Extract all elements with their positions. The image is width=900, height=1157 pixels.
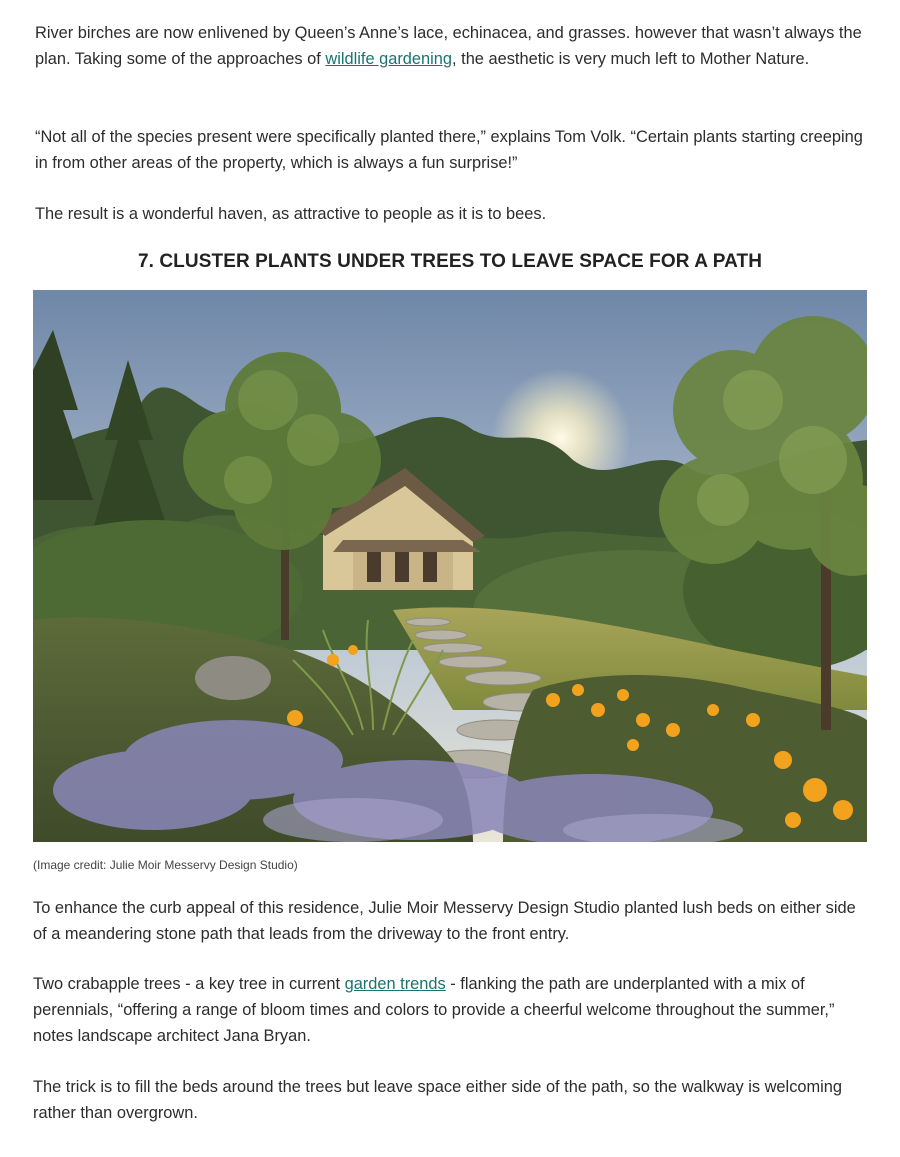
section-paragraph-2 bbox=[33, 971, 868, 1049]
intro-paragraph-3: The result is a wonderful haven, as attractive to people as it is to bees. bbox=[35, 205, 547, 223]
intro-paragraph-1 bbox=[35, 20, 870, 72]
intro-paragraph-2: “Not all of the species present were specifically planted there,” explains Tom Volk. “Certain plants starting creeping in from other areas of the property, which is always a fun surprise!” bbox=[35, 128, 863, 172]
wildlife-gardening-link[interactable]: wildlife gardening bbox=[325, 50, 453, 68]
section-paragraph-3: The trick is to fill the beds around the trees but leave space either side of the path, so the walkway is welcoming rather than overgrown. bbox=[33, 1078, 843, 1122]
garden-trends-link[interactable]: garden trends bbox=[344, 975, 446, 993]
section-paragraph-2-text-b: - flanking the path are underplanted with a mix of perennials, “offering a range of bloom times and colors to provide a cheerful welcome throughout the summer,” notes landscape architect Jana Bryan. bbox=[33, 975, 835, 1045]
section-paragraph-1: To enhance the curb appeal of this residence, Julie Moir Messervy Design Studio planted lush beds on either side of a meandering stone path that leads from the driveway to the front entry. bbox=[33, 899, 856, 943]
intro-paragraph-1-text-a: River birches are now enlivened by Queen’s Anne’s lace, echinacea, and grasses. however that wasn’t always the plan. Taking some of the approaches of bbox=[35, 24, 862, 68]
section-paragraph-2-text-a: Two crabapple trees - a key tree in current bbox=[33, 975, 345, 993]
intro-paragraph-1-text-b: , the aesthetic is very much left to Mother Nature. bbox=[452, 50, 810, 68]
section-heading: 7. CLUSTER PLANTS UNDER TREES TO LEAVE SPACE FOR A PATH bbox=[137, 251, 763, 272]
garden-path-photo bbox=[33, 290, 867, 842]
photo-caption: (Image credit: Julie Moir Messervy Design Studio) bbox=[33, 858, 298, 872]
